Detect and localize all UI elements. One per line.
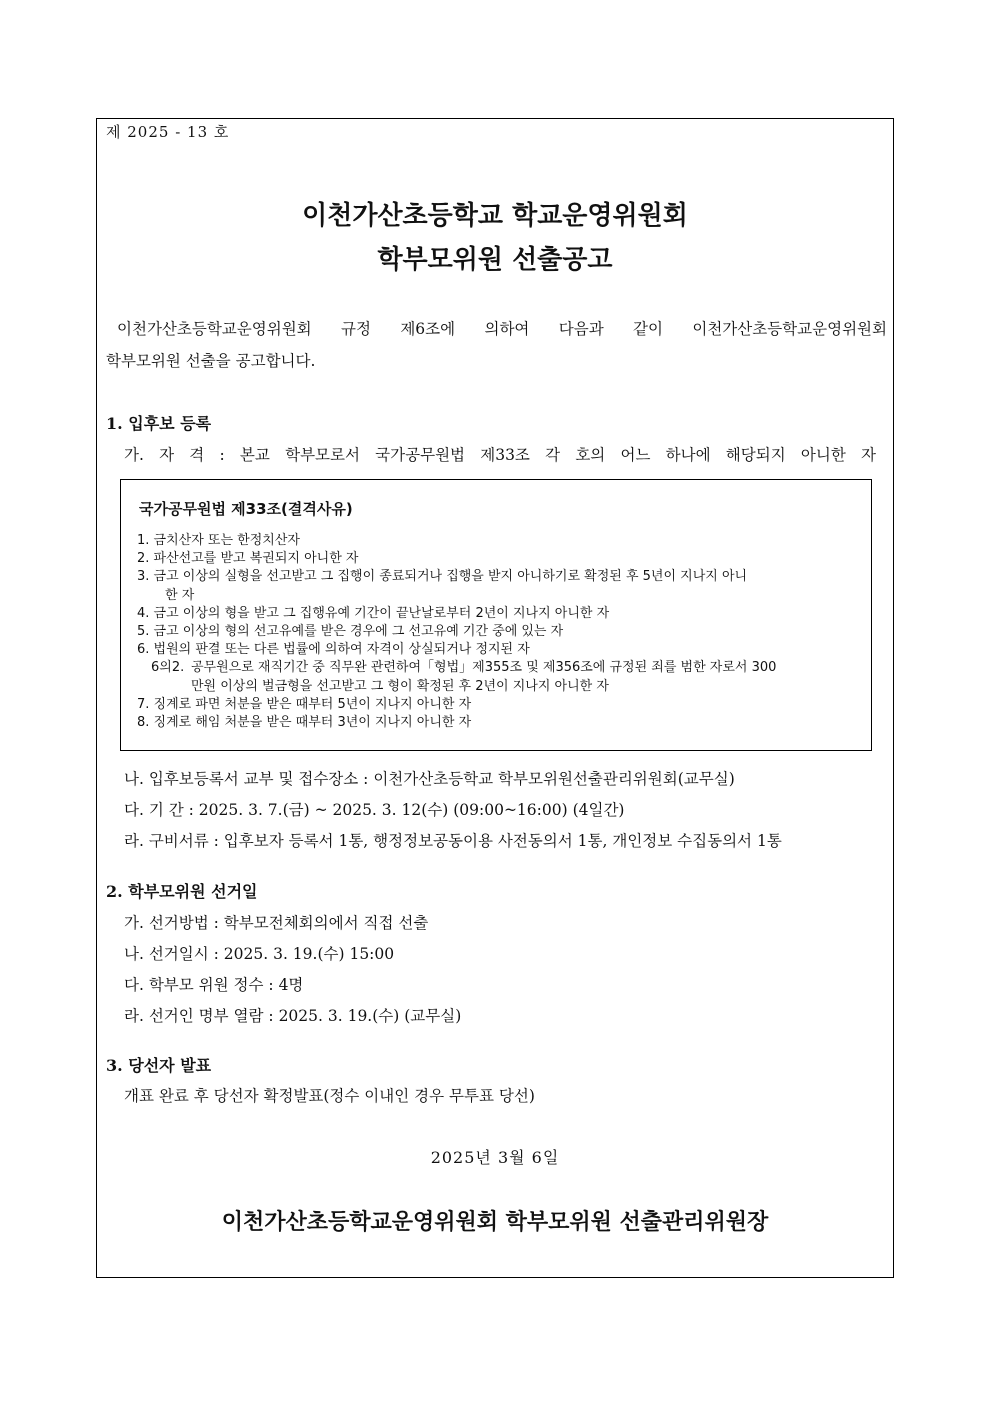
intro-line-2: 학부모위원 선출을 공고합니다. [106,352,316,370]
list-item: 5. 금고 이상의 형의 선고유예를 받은 경우에 그 선고유예 기간 중에 있는 자 [137,624,564,640]
section-2-item-ra: 라. 선거인 명부 열람 : 2025. 3. 19.(수) (교무실) [124,1007,462,1025]
intro-line-1: 이천가산초등학교운영위원회 규정 제6조에 의하여 다음과 같이 이천가산초등학교운영위원회 [117,320,887,338]
section-1-item-ra: 라. 구비서류 : 입후보자 등록서 1통, 행정정보공동이용 사전동의서 1통, 개인정보 수집동의서 1통 [124,832,782,850]
list-item: 4. 금고 이상의 형을 받고 그 집행유예 기간이 끝난날로부터 2년이 지나지 아니한 자 [137,605,610,621]
notice-date: 2025년 3월 6일 [430,1148,560,1167]
list-item: 3. 금고 이상의 실형을 선고받고 그 집행이 종료되거나 집행을 받지 아니하기로 확정된 후 5년이 지나지 아니 [137,569,748,585]
disqualification-box [120,479,872,751]
title-line-1: 이천가산초등학교 학교운영위원회 [302,201,688,231]
list-item: 2. 파산선고를 받고 복권되지 아니한 자 [137,551,359,567]
list-item-continuation: 한 자 [165,587,195,603]
document-number: 제 2025 - 13 호 [106,123,230,141]
section-1-item-ga: 가. 자 격 : 본교 학부모로서 국가공무원법 제33조 각 호의 어느 하나에 해당되지 아니한 자 [124,446,876,464]
list-item: 6. 법원의 판결 또는 다른 법률에 의하여 자격이 상실되거나 정지된 자 [137,642,530,658]
list-item: 1. 금치산자 또는 한정치산자 [137,533,300,548]
list-item: 7. 징계로 파면 처분을 받은 때부터 5년이 지나지 아니한 자 [137,696,472,712]
section-1-item-da: 다. 기 간 : 2025. 3. 7.(금) ~ 2025. 3. 12(수) (09:00~16:00) (4일간) [124,801,625,819]
list-item: 6의2. 공무원으로 재직기간 중 직무완 관련하여「형법」제355조 및 제356조에 규정된 죄를 범한 자로서 300 [151,660,777,676]
disqualification-list [137,532,863,732]
list-item: 8. 징계로 해임 처분을 받은 때부터 3년이 지나지 아니한 자 [137,715,472,731]
signature-line: 이천가산초등학교운영위원회 학부모위원 선출관리위원장 [221,1209,769,1235]
section-2-item-da: 다. 학부모 위원 정수 : 4명 [124,976,304,994]
section-2-heading: 2. 학부모위원 선거일 [106,882,258,901]
section-2-item-ga: 가. 선거방법 : 학부모전체회의에서 직접 선출 [124,914,429,932]
title-line-2: 학부모위원 선출공고 [377,245,613,275]
section-3-heading: 3. 당선자 발표 [106,1056,212,1075]
box-title: 국가공무원법 제33조(결격사유) [139,500,353,518]
notice-frame [96,118,894,1278]
section-2-item-na: 나. 선거일시 : 2025. 3. 19.(수) 15:00 [124,945,395,963]
section-3-text: 개표 완료 후 당선자 확정발표(정수 이내인 경우 무투표 당선) [124,1087,535,1105]
section-1-item-na: 나. 입후보등록서 교부 및 접수장소 : 이천가산초등학교 학부모위원선출관리위원회(교무실) [124,770,735,788]
list-item-continuation: 만원 이상의 벌금형을 선고받고 그 형이 확정된 후 2년이 지나지 아니한 자 [191,678,609,694]
section-1-heading: 1. 입후보 등록 [106,414,212,433]
